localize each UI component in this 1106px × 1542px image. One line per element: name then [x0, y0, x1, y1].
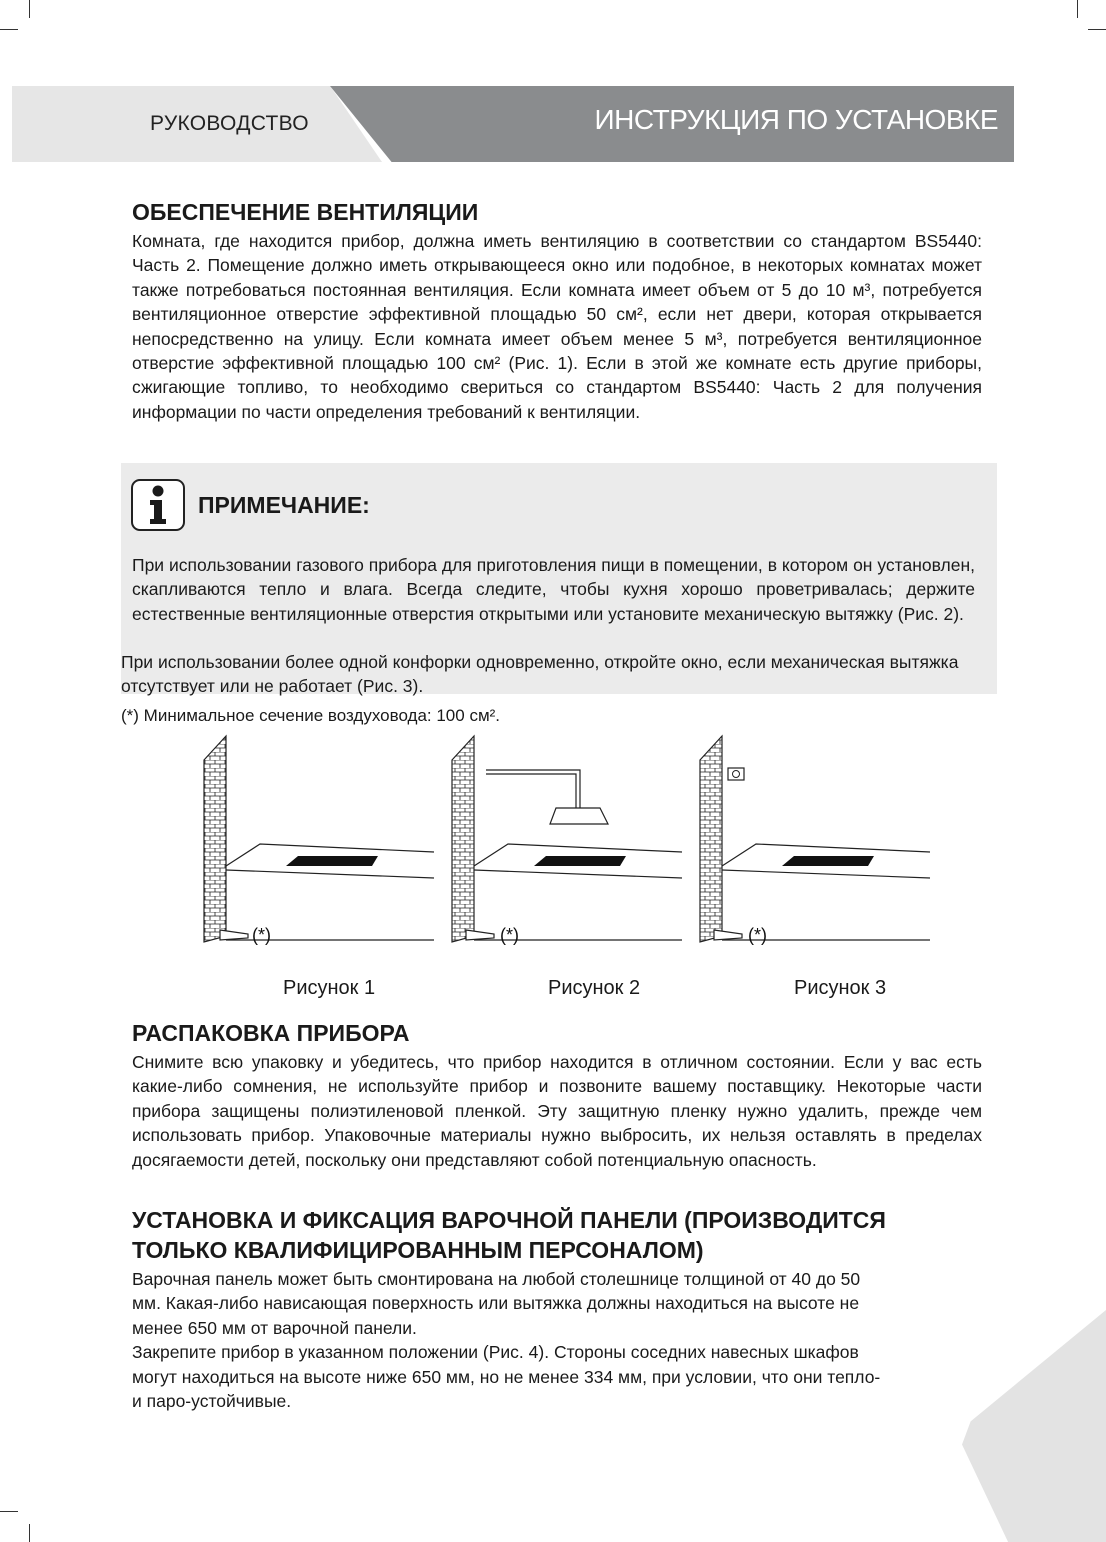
installation-line: менее 650 мм от варочной панели.	[132, 1317, 417, 1338]
installation-heading-line-2: ТОЛЬКО КВАЛИФИЦИРОВАННЫМ ПЕРСОНАЛОМ)	[132, 1237, 704, 1263]
figure-1-vent-mark: (*)	[252, 925, 271, 945]
note-text-2: При использовании более одной конфорки одновременно, откройте окно, если механическая вытяжка отсутствует или не работает (Рис. 3).	[121, 652, 959, 697]
header-manual-label: РУКОВОДСТВО	[150, 112, 309, 135]
figure-1-caption: Рисунок 1	[283, 977, 376, 999]
figure-2-caption: Рисунок 2	[548, 977, 641, 999]
figure-1-kitchen	[204, 736, 434, 945]
crop-mark	[1088, 29, 1106, 30]
figure-2-vent-mark: (*)	[500, 925, 519, 945]
installation-text	[132, 1267, 1002, 1413]
installation-line: и паро-устойчивые.	[132, 1391, 292, 1412]
figure-2-kitchen	[452, 736, 682, 945]
note-text: При использовании газового прибора для приготовления пищи в помещении, в котором он установлен, скапливаются тепло и влага. Всегда следите, чтобы кухня хорошо проветривалась; держите естественные вентиляционные отверстия открытыми или установите механическую вытяжку (Рис. 2).	[132, 555, 975, 624]
ventilation-figures	[190, 728, 950, 968]
installation-heading-line-1: УСТАНОВКА И ФИКСАЦИЯ ВАРОЧНОЙ ПАНЕЛИ (ПРОИЗВОДИТСЯ	[132, 1207, 886, 1233]
unpacking-text: Снимите всю упаковку и убедитесь, что прибор находится в отличном состоянии. Если у вас есть какие-либо сомнения, не используйте прибор и позвоните вашему поставщику. Некоторые части прибора защищены полиэтиленовой пленкой. Эту защитную пленку нужно удалить, прежде чем использовать прибор. Упаковочные материалы нужно выбросить, их нельзя оставлять в пределах досягаемости детей, поскольку они представляют собой потенциальную опасность.	[132, 1052, 982, 1170]
crop-mark	[1077, 0, 1078, 18]
ventilation-heading: ОБЕСПЕЧЕНИЕ ВЕНТИЛЯЦИИ	[132, 199, 479, 225]
crop-mark	[29, 1524, 30, 1542]
info-icon	[131, 479, 185, 531]
figure-3-vent-mark: (*)	[748, 925, 767, 945]
ventilation-text: Комната, где находится прибор, должна иметь вентиляцию в соответствии со стандартом BS5440: Часть 2. Помещение должно иметь открывающееся окно или подобное, в некоторых комнатах может также потребоваться постоянная вентиляция. Если комната имеет объем от 5 до 10 м³, потребуется вентиляционное отверстие эффективной площадью 50 см², если нет двери, которая открывается непосредственно на улицу. Если комната имеет объем менее 5 м³, потребуется вентиляционное отверстие эффективной площадью 100 см² (Рис. 1). Если в этой же комнате есть другие приборы, сжигающие топливо, то необходимо свериться со стандартом BS5440: Часть 2 для получения информации по части определения требований к вентиляции.	[132, 231, 982, 422]
crop-mark	[0, 29, 18, 30]
header-section-title: ИНСТРУКЦИЯ ПО УСТАНОВКЕ	[594, 104, 998, 135]
footnote: (*) Минимальное сечение воздуховода: 100 см².	[121, 706, 501, 725]
unpacking-heading: РАСПАКОВКА ПРИБОРА	[132, 1020, 410, 1046]
installation-line: Варочная панель может быть смонтирована на любой столешнице толщиной от 40 до 50	[132, 1269, 861, 1289]
installation-line: могут находиться на высоте ниже 650 мм, но не менее 334 мм, при условии, что они тепло-	[132, 1366, 881, 1387]
figure-3-caption: Рисунок 3	[794, 977, 887, 999]
figure-3-kitchen	[700, 736, 930, 945]
crop-mark	[0, 1511, 18, 1512]
installation-line: мм. Какая-либо нависающая поверхность или вытяжка должны находиться на высоте не	[132, 1293, 860, 1314]
installation-line: Закрепите прибор в указанном положении (Рис. 4). Стороны соседних навесных шкафов	[132, 1342, 859, 1363]
note-heading: ПРИМЕЧАНИЕ:	[198, 492, 370, 518]
crop-mark	[29, 0, 30, 18]
